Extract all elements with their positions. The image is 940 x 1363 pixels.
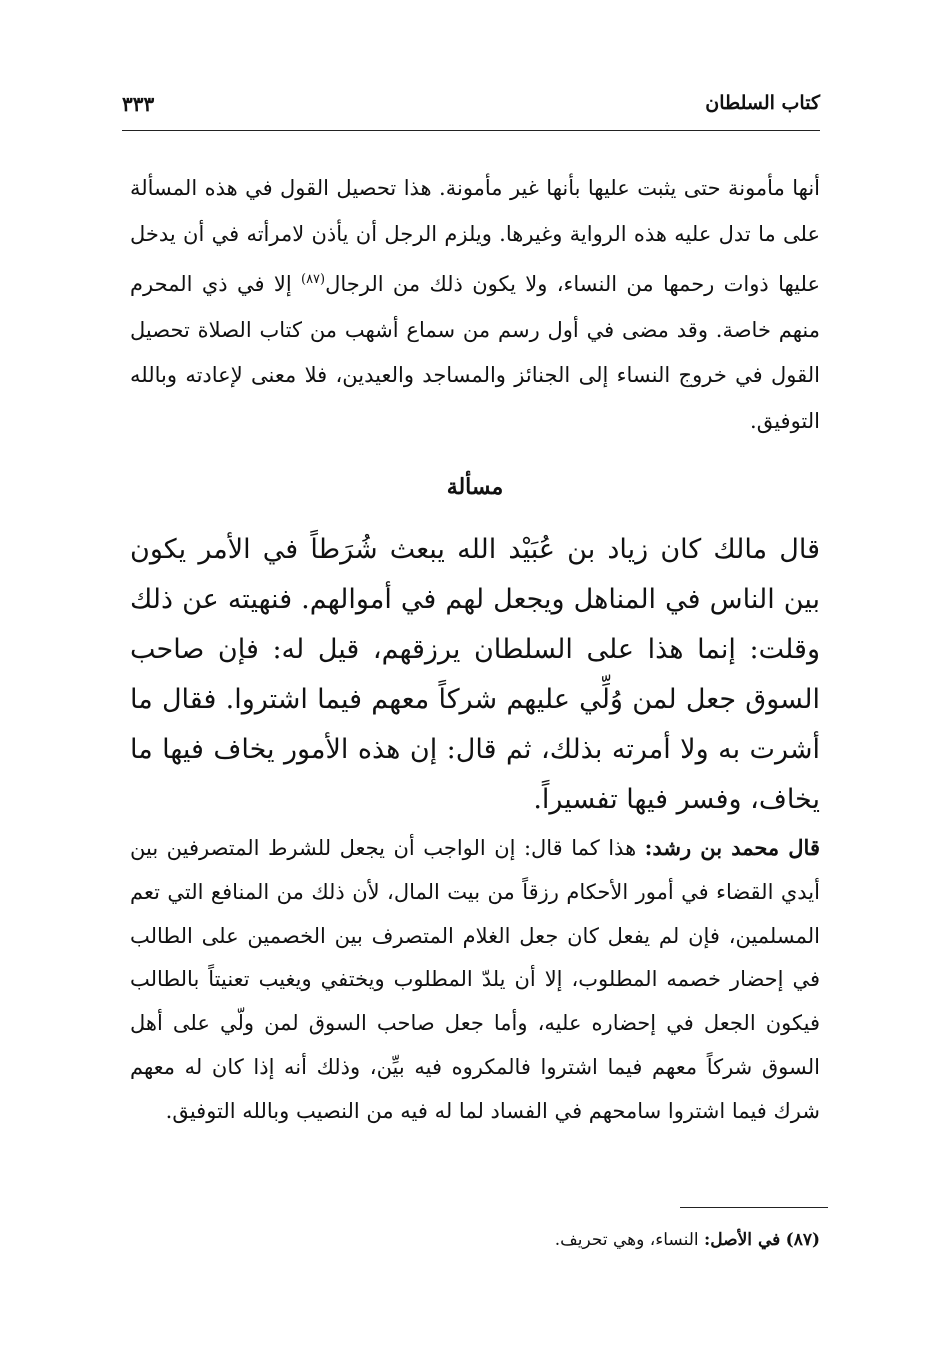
paragraph-1-text-continued: إلا في ذي المحرم منهم خاصة. وقد مضى في أول رسم من سماع أشهب من كتاب الصلاة تحصيل القول في خروج النساء إلى الجنائز والمساجد والعيدين، فلا معنى لإعادته وبالله التوفيق.	[130, 272, 820, 433]
running-head	[122, 88, 820, 128]
section-title: مسألة	[446, 474, 504, 500]
paragraph-3-lead: قال محمد بن رشد:	[644, 835, 820, 860]
paragraph-3	[130, 826, 820, 1134]
footnote	[420, 1226, 820, 1254]
paragraph-3-text: هذا كما قال: إن الواجب أن يجعل للشرط المتصرفين بين أيدي القضاء في أمور الأحكام رزقاً من بيت المال، لأن ذلك من المنافع التي تعم المسلمين، فإن لم يفعل كان جعل الغلام المتصرف بين الخصمين على الطالب في إحضار خصمه المطلوب، إلا أن يلدّ المطلوب ويختفي ويغيب تعنيتاً بالطالب فيكون الجعل في إحضاره عليه، وأما جعل صاحب السوق لمن ولّي على أهل السوق شركاً معهم فيما اشتروا فالمكروه فيه بيِّن، وذلك أنه إذا كان له معهم شرك فيما اشتروا سامحهم في الفساد لما له فيه من النصيب وبالله التوفيق.	[130, 836, 820, 1123]
footnote-rule	[680, 1207, 828, 1208]
footnote-label: في الأصل:	[704, 1230, 781, 1250]
paragraph-2: قال مالك كان زياد بن عُبَيْد الله يبعث شُرَطاً في الأمر يكون بين الناس في المناهل ويجعل لهم في أموالهم. فنهيته عن ذلك وقلت: إنما هذا على السلطان يرزقهم، قيل له: فإن صاحب السوق جعل لمن وُلِّي عليهم شركاً معهم فيما اشتروا. فقال ما أشرت به ولا أمرته بذلك، ثم قال: إن هذه الأمور يخاف فيها ما يخاف، وفسر فيها تفسيراً.	[130, 534, 820, 815]
page-number: ٣٣٣	[122, 92, 155, 116]
footnote-number: (٨٧)	[785, 1230, 820, 1250]
footnote-text: النساء، وهي تحريف.	[554, 1230, 705, 1250]
paragraph-1-text: أنها مأمونة حتى يثبت عليها بأنها غير مأمونة. هذا تحصيل القول في هذه المسألة على ما تدل عليه هذه الرواية وغيرها. ويلزم الرجل أن يأذن لامرأته في أن يدخل عليها ذوات رحمها من النساء، ولا يكون ذلك من الرجال	[130, 176, 820, 296]
header-rule	[122, 130, 820, 131]
paragraph-1	[130, 166, 820, 444]
footnote-marker: (٨٧)	[300, 272, 326, 287]
book-title: كتاب السلطان	[705, 92, 820, 114]
